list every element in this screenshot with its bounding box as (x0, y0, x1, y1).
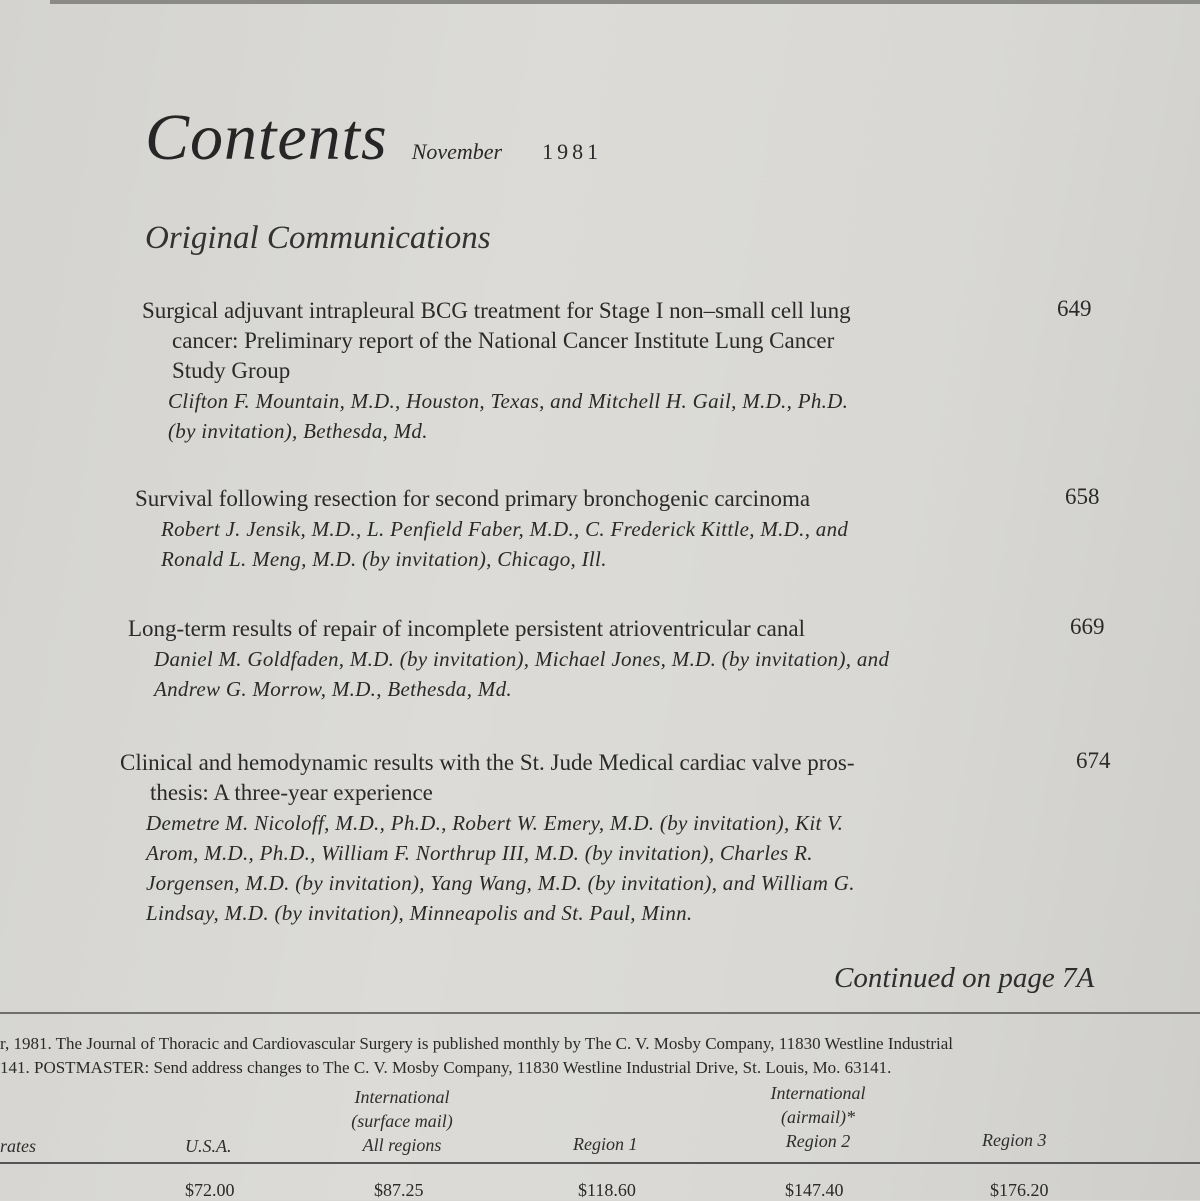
entry-authors-line: Arom, M.D., Ph.D., William F. Northrup III, M.D. (by invitation), Charles R. (146, 841, 813, 865)
rate-value: $176.20 (990, 1180, 1049, 1200)
rates-col-line: (airmail)* (781, 1107, 855, 1127)
continued-note: Continued on page 7A (834, 962, 1095, 994)
section-title: Original Communications (145, 220, 491, 256)
rates-col-line: All regions (362, 1135, 442, 1155)
toc-entry (120, 748, 1120, 928)
entry-title-line: Study Group (172, 358, 291, 383)
entry-title-line: cancer: Preliminary report of the National Cancer Institute Lung Cancer (172, 328, 835, 353)
rates-col-line: International (770, 1083, 866, 1103)
entry-title-line: Long-term results of repair of incomplete persistent atrioventricular canal (128, 616, 805, 641)
entry-authors-line: (by invitation), Bethesda, Md. (168, 419, 428, 443)
rate-value: $147.40 (785, 1180, 844, 1200)
rates-col-line: International (354, 1087, 450, 1107)
entry-title-line: thesis: A three-year experience (150, 780, 433, 805)
toc-entry (128, 614, 1113, 704)
entry-page-number: 674 (1076, 748, 1111, 773)
entry-authors-line: Clifton F. Mountain, M.D., Houston, Texas, and Mitchell H. Gail, M.D., Ph.D. (168, 389, 849, 413)
entry-page-number: 669 (1070, 614, 1105, 639)
entry-authors-line: Demetre M. Nicoloff, M.D., Ph.D., Robert W. Emery, M.D. (by invitation), Kit V. (146, 811, 844, 835)
entry-authors-line: Lindsay, M.D. (by invitation), Minneapolis and St. Paul, Minn. (146, 901, 693, 925)
publisher-line: r, 1981. The Journal of Thoracic and Cardiovascular Surgery is published monthly by The C. V. Mosby Company, 11830 Westline Industrial (0, 1034, 953, 1053)
rates-col-line: Region 2 (785, 1131, 851, 1151)
entry-title-line: Surgical adjuvant intrapleural BCG treatment for Stage I non–small cell lung (142, 298, 851, 323)
rates-rule (0, 1162, 1200, 1164)
toc-entry (135, 484, 1110, 574)
entry-authors-line: Andrew G. Morrow, M.D., Bethesda, Md. (154, 677, 512, 701)
toc-entry (142, 296, 1102, 446)
rates-col-intl-air (748, 1081, 888, 1153)
entry-title-line: Clinical and hemodynamic results with the St. Jude Medical cardiac valve pros- (120, 750, 855, 775)
rate-value: $87.25 (374, 1180, 424, 1200)
divider-rule (0, 1012, 1200, 1014)
publisher-line: 141. POSTMASTER: Send address changes to The C. V. Mosby Company, 11830 Westline Industrial Drive, St. Louis, Mo. 63141. (0, 1058, 892, 1077)
rates-label: rates (0, 1136, 36, 1156)
entry-authors-line: Robert J. Jensik, M.D., L. Penfield Faber, M.D., C. Frederick Kittle, M.D., and (161, 517, 849, 541)
rate-value: $118.60 (578, 1180, 636, 1200)
rates-col-region3: Region 3 (982, 1130, 1047, 1150)
entry-authors-line: Jorgensen, M.D. (by invitation), Yang Wang, M.D. (by invitation), and William G. (146, 871, 855, 895)
entry-authors-line: Ronald L. Meng, M.D. (by invitation), Chicago, Ill. (161, 547, 607, 571)
issue-year: 1981 (542, 139, 603, 164)
entry-authors-line: Daniel M. Goldfaden, M.D. (by invitation), Michael Jones, M.D. (by invitation), and (154, 647, 890, 671)
contents-header (145, 100, 602, 176)
top-rule (50, 0, 1200, 4)
rate-value: $72.00 (185, 1180, 235, 1200)
rates-col-region1: Region 1 (573, 1134, 638, 1154)
contents-title: Contents (145, 101, 388, 174)
entry-page-number: 658 (1065, 484, 1100, 509)
issue-month: November (411, 139, 503, 164)
entry-page-number: 649 (1057, 296, 1092, 321)
rates-col-intl-surface (332, 1085, 472, 1157)
rates-col-line: (surface mail) (351, 1111, 453, 1131)
entry-title-line: Survival following resection for second primary bronchogenic carcinoma (135, 486, 811, 511)
rates-col-usa: U.S.A. (185, 1136, 232, 1156)
